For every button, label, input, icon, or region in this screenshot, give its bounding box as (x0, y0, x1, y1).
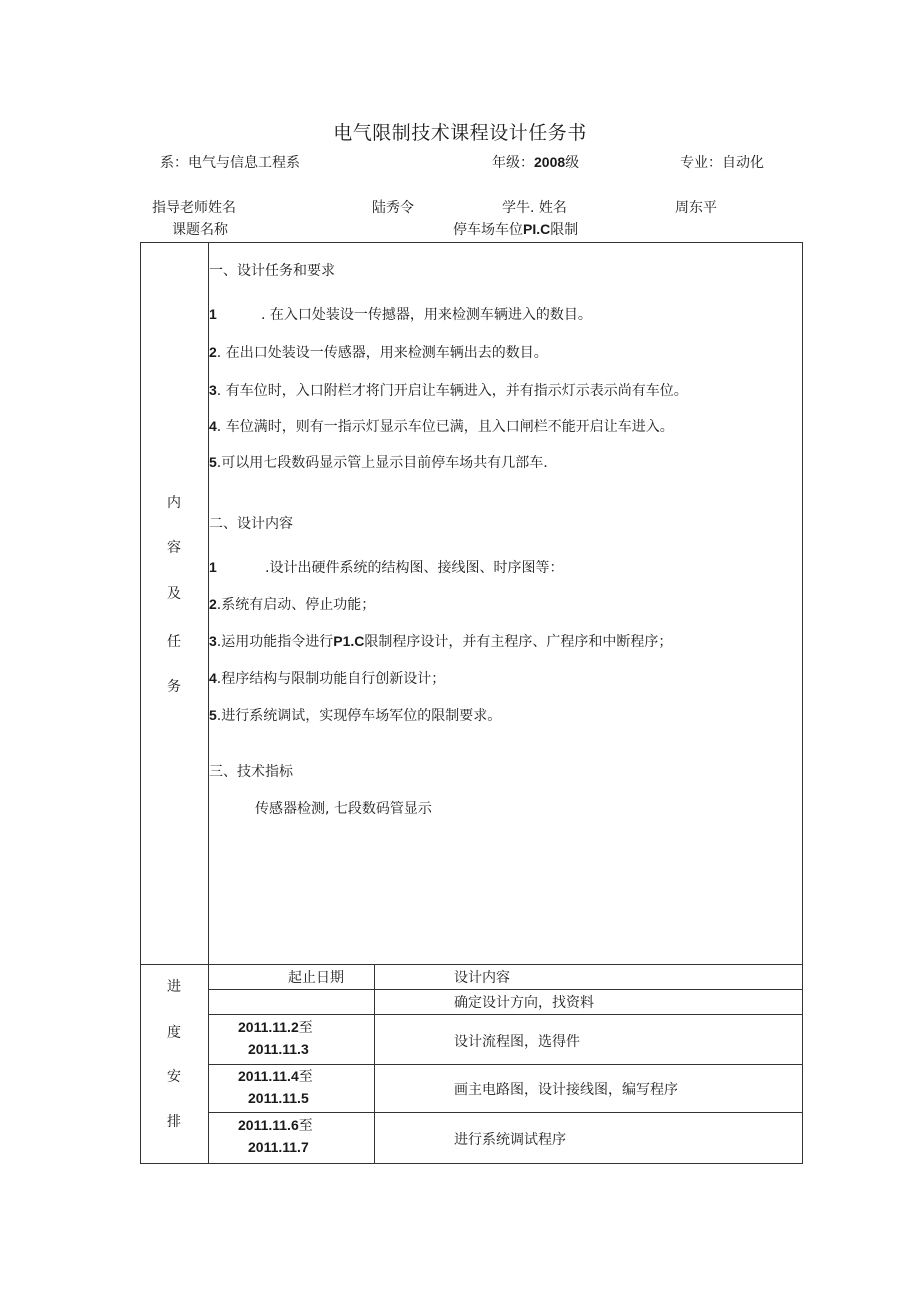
schedule-row-content: 画主电路图，设计接线图，编写程序 (454, 1082, 678, 1098)
schedule-start-date: 2011.11.2 (238, 1019, 299, 1035)
department-label: 系： (160, 155, 188, 171)
tech-spec-text: 传感器检测, 七段数码管显示 (255, 801, 432, 817)
list-item (209, 557, 563, 577)
list-item (209, 631, 672, 651)
item-text: .系统有启动、停止功能； (216, 597, 376, 613)
schedule-row-start (238, 1017, 313, 1037)
schedule-row-start (238, 1066, 313, 1086)
item-text: . 在出口处装设一传感器，用来检测车辆出去的数目。 (216, 345, 548, 361)
topic-value (453, 219, 578, 239)
schedule-end-date: 2011.11.7 (248, 1139, 309, 1155)
schedule-row-content: 确定设计方向，找资料 (454, 995, 594, 1011)
list-item (209, 304, 592, 324)
schedule-row-content: 进行系统调试程序 (454, 1132, 566, 1148)
section-heading: 二、设计内容 (209, 516, 293, 532)
schedule-side-label-char: 安 (167, 1069, 181, 1085)
item-number: 4 (209, 670, 217, 686)
student-label: 学牛. 姓名 (502, 200, 567, 216)
item-text: .设计出硬件系统的结构图、接线图、时序图等： (265, 560, 564, 576)
schedule-to: 至 (298, 1020, 313, 1036)
item-number: 1 (209, 306, 217, 322)
student-value: 周东平 (675, 200, 717, 216)
content-side-label-char: 务 (167, 679, 181, 695)
content-side-label-char: 及 (167, 586, 181, 602)
item-number: 2 (209, 596, 217, 612)
item-number: 3 (209, 382, 217, 398)
schedule-side-label-char: 度 (167, 1025, 181, 1041)
table-border-right (802, 242, 803, 1164)
item-text: .可以用七段数码显示管上显示目前停车场共有几部车. (216, 455, 548, 471)
list-item (209, 705, 501, 725)
schedule-col-date-header: 起止日期 (288, 970, 344, 986)
major-field (680, 152, 764, 172)
item-number: 4 (209, 418, 217, 434)
schedule-col-content-header: 设计内容 (454, 970, 510, 986)
table-border-bottom (140, 1163, 803, 1164)
schedule-end-date: 2011.11.3 (248, 1041, 309, 1057)
grade-suffix: 级 (565, 155, 580, 171)
item-number: 5 (209, 454, 217, 470)
schedule-start-date: 2011.11.4 (238, 1068, 299, 1084)
item-number: 3 (209, 633, 217, 649)
item-bold-text: P1.C (333, 633, 365, 649)
schedule-row-line (208, 1014, 803, 1015)
table-border-top (140, 242, 803, 243)
schedule-start-date: 2011.11.6 (238, 1117, 299, 1133)
teacher-value: 陆秀令 (372, 200, 414, 216)
schedule-end-date: 2011.11.5 (248, 1090, 309, 1106)
topic-bold: PI.C (523, 221, 551, 237)
major-label: 专业： (680, 155, 722, 171)
item-text: .运用功能指令进行 (216, 634, 334, 650)
item-number: 2 (209, 344, 217, 360)
grade-field (492, 152, 579, 172)
topic-suffix: 限制 (550, 222, 579, 238)
content-side-label-char: 内 (167, 495, 181, 511)
major-value: 自动化 (722, 155, 764, 171)
topic-label: 课题名称 (172, 222, 228, 238)
item-text: . 车位满时，则有一指示灯显示车位已满，且入口闸栏不能开启让车进入。 (216, 419, 674, 435)
item-text: . 在入口处装设一传撼器，用来检测车辆进入的数目。 (261, 307, 592, 323)
list-item (209, 452, 548, 472)
list-item (209, 380, 688, 400)
department-field (160, 152, 300, 172)
section-heading: 三、技术指标 (209, 764, 293, 780)
schedule-to: 至 (298, 1118, 313, 1134)
item-text: . 有车位时，入口附栏才将门开启让车辆进入，并有指示灯示表示尚有车位。 (216, 383, 688, 399)
schedule-row-start (238, 1115, 313, 1135)
item-text-continued: 限制程序设计，并有主程序、广程序和中断程序； (364, 634, 673, 650)
section-heading: 一、设计任务和要求 (209, 263, 335, 279)
schedule-row-line (208, 989, 803, 990)
teacher-label: 指导老师姓名 (152, 200, 236, 216)
schedule-row-content: 设计流程图，选得件 (454, 1034, 580, 1050)
schedule-to: 至 (298, 1069, 313, 1085)
list-item (209, 668, 445, 688)
content-side-label-char: 任 (167, 634, 181, 650)
document-title: 电气限制技术课程设计任务书 (333, 122, 587, 144)
schedule-row-line (208, 1064, 803, 1065)
topic-prefix: 停车场车位 (453, 222, 523, 238)
grade-label: 年级： (492, 155, 534, 171)
list-item (209, 594, 375, 614)
list-item (209, 342, 548, 362)
content-side-label-char: 容 (167, 540, 181, 556)
schedule-row-line (208, 1112, 803, 1113)
grade-value: 2008 (534, 154, 566, 170)
table-divider-content-schedule (140, 964, 803, 965)
list-item (209, 416, 674, 436)
item-number: 1 (209, 559, 217, 575)
item-text: .程序结构与限制功能自行创新设计； (216, 671, 446, 687)
schedule-side-label-char: 排 (167, 1114, 181, 1130)
department-value: 电气与信息工程系 (188, 155, 300, 171)
schedule-side-label-char: 进 (167, 979, 181, 995)
item-text: .进行系统调试，实现停车场军位的限制要求。 (216, 708, 502, 724)
item-number: 5 (209, 707, 217, 723)
